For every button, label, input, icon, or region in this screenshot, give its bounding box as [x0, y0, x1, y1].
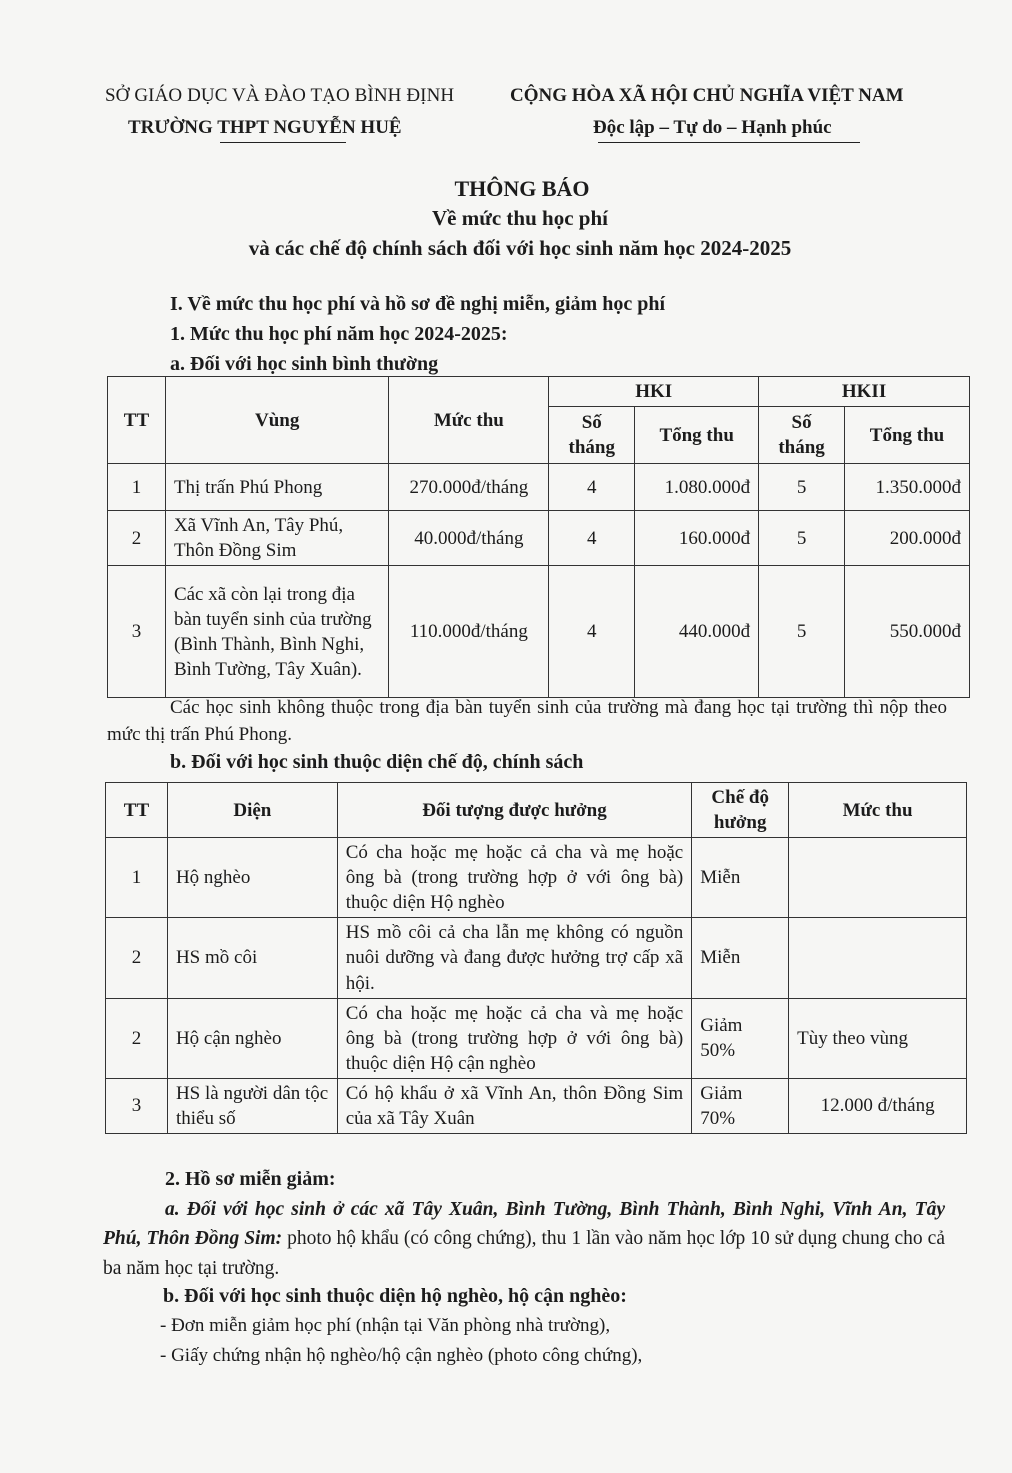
section-1-heading: I. Về mức thu học phí và hồ sơ đề nghị miễn, giảm học phí — [170, 293, 666, 315]
department-name: SỞ GIÁO DỤC VÀ ĐÀO TẠO BÌNH ĐỊNH — [105, 85, 455, 106]
cell-tt: 1 — [106, 838, 168, 918]
cell-sothang-hkii: 5 — [759, 464, 845, 511]
cell-tongthu-hki: 160.000đ — [635, 511, 759, 566]
cell-sothang-hki: 4 — [549, 511, 635, 566]
cell-tongthu-hkii: 550.000đ — [845, 566, 970, 698]
cell-sothang-hkii: 5 — [759, 511, 845, 566]
cell-dien: Hộ nghèo — [167, 838, 337, 918]
table-row — [106, 998, 967, 1078]
cell-tt: 3 — [108, 566, 166, 698]
cell-dien: Hộ cận nghèo — [167, 998, 337, 1078]
list-item: - Giấy chứng nhận hộ nghèo/hộ cận nghèo (photo công chứng), — [160, 1345, 643, 1366]
cell-vung: Các xã còn lại trong địa bàn tuyển sinh của trường (Bình Thành, Bình Nghi, Bình Tường, Tây Xuân). — [165, 566, 388, 698]
motto-underline — [598, 142, 860, 143]
col-header-hkii: HKII — [759, 377, 970, 407]
cell-tongthu-hkii: 200.000đ — [845, 511, 970, 566]
cell-tongthu-hki: 440.000đ — [635, 566, 759, 698]
col-header-sothang-hkii: Số tháng — [759, 407, 845, 464]
cell-mucthu: 110.000đ/tháng — [389, 566, 549, 698]
section-2-b-heading: b. Đối với học sinh thuộc diện hộ nghèo, hộ cận nghèo: — [163, 1285, 627, 1307]
col-header-dien: Diện — [167, 783, 337, 838]
national-motto: Độc lập – Tự do – Hạnh phúc — [593, 117, 832, 138]
col-header-sothang-hki: Số tháng — [549, 407, 635, 464]
cell-doituong: Có cha hoặc mẹ hoặc cả cha và mẹ hoặc ông bà (trong trường hợp ở với ông bà) thuộc diện Hộ cận nghèo — [337, 998, 691, 1078]
cell-tt: 1 — [108, 464, 166, 511]
table-row — [108, 464, 970, 511]
col-header-tongthu-hkii: Tổng thu — [845, 407, 970, 464]
table-row — [108, 511, 970, 566]
note-paragraph: Các học sinh không thuộc trong địa bàn tuyển sinh của trường mà đang học tại trường thì nộp theo mức thị trấn Phú Phong. — [107, 697, 947, 745]
cell-tt: 2 — [108, 511, 166, 566]
cell-doituong: Có cha hoặc mẹ hoặc cả cha và mẹ hoặc ông bà (trong trường hợp ở với ông bà) thuộc diện Hộ nghèo — [337, 838, 691, 918]
tuition-table-normal — [107, 376, 970, 698]
cell-tongthu-hkii: 1.350.000đ — [845, 464, 970, 511]
section-1-a-heading: a. Đối với học sinh bình thường — [170, 353, 439, 375]
cell-mucthu: 40.000đ/tháng — [389, 511, 549, 566]
cell-tt: 2 — [106, 998, 168, 1078]
col-header-tt: TT — [108, 377, 166, 464]
col-header-hki: HKI — [549, 377, 759, 407]
cell-mucthu — [789, 838, 967, 918]
col-header-tt: TT — [106, 783, 168, 838]
section-1-b-heading: b. Đối với học sinh thuộc diện chế độ, chính sách — [170, 751, 584, 773]
cell-chedo: Giảm 70% — [692, 1078, 789, 1133]
cell-mucthu: 270.000đ/tháng — [389, 464, 549, 511]
section-2-heading: 2. Hồ sơ miễn giảm: — [165, 1168, 336, 1190]
cell-sothang-hki: 4 — [549, 566, 635, 698]
section-1-1-heading: 1. Mức thu học phí năm học 2024-2025: — [170, 323, 508, 345]
cell-dien: HS là người dân tộc thiểu số — [167, 1078, 337, 1133]
cell-vung: Xã Vĩnh An, Tây Phú, Thôn Đồng Sim — [165, 511, 388, 566]
cell-tt: 2 — [106, 918, 168, 998]
table-row — [106, 1078, 967, 1133]
section-2-a-paragraph — [103, 1195, 945, 1283]
table-row — [106, 918, 967, 998]
document-subtitle-2: và các chế độ chính sách đối với học sinh năm học 2024-2025 — [248, 236, 792, 260]
cell-doituong: Có hộ khẩu ở xã Vĩnh An, thôn Đồng Sim của xã Tây Xuân — [337, 1078, 691, 1133]
cell-chedo: Miễn — [692, 918, 789, 998]
col-header-mucthu: Mức thu — [389, 377, 549, 464]
cell-chedo: Giảm 50% — [692, 998, 789, 1078]
col-header-chedo: Chế độ hưởng — [692, 783, 789, 838]
cell-sothang-hki: 4 — [549, 464, 635, 511]
cell-mucthu: Tùy theo vùng — [789, 998, 967, 1078]
col-header-tongthu-hki: Tổng thu — [635, 407, 759, 464]
table-row — [108, 566, 970, 698]
list-item: - Đơn miễn giảm học phí (nhận tại Văn phòng nhà trường), — [160, 1315, 611, 1336]
section-2-a-label: a. Đối với học sinh ở các xã Tây Xuân, Bình Tường, Bình Thành, Bình Nghi, Vĩnh An, Tây Phú, Thôn Đồng Sim: — [103, 1199, 945, 1250]
cell-tt: 3 — [106, 1078, 168, 1133]
col-header-vung: Vùng — [165, 377, 388, 464]
document-title: THÔNG BÁO — [454, 176, 590, 201]
cell-sothang-hkii: 5 — [759, 566, 845, 698]
cell-chedo: Miễn — [692, 838, 789, 918]
section-2-a-text: photo hộ khẩu (có công chứng), thu 1 lần vào năm học lớp 10 sử dụng chung cho cả ba năm học tại trường. — [103, 1228, 945, 1279]
cell-tongthu-hki: 1.080.000đ — [635, 464, 759, 511]
cell-mucthu — [789, 918, 967, 998]
cell-doituong: HS mồ côi cả cha lẫn mẹ không có nguồn nuôi dưỡng và đang được hưởng trợ cấp xã hội. — [337, 918, 691, 998]
table-row — [106, 838, 967, 918]
col-header-mucthu: Mức thu — [789, 783, 967, 838]
tuition-table-policy — [105, 782, 967, 1134]
school-underline — [220, 142, 346, 143]
country-name: CỘNG HÒA XÃ HỘI CHỦ NGHĨA VIỆT NAM — [510, 85, 904, 106]
document-subtitle-1: Về mức thu học phí — [432, 206, 608, 230]
col-header-doituong: Đối tượng được hưởng — [337, 783, 691, 838]
cell-dien: HS mồ côi — [167, 918, 337, 998]
cell-vung: Thị trấn Phú Phong — [165, 464, 388, 511]
school-name: TRƯỜNG THPT NGUYỄN HUỆ — [128, 117, 402, 138]
cell-mucthu: 12.000 đ/tháng — [789, 1078, 967, 1133]
